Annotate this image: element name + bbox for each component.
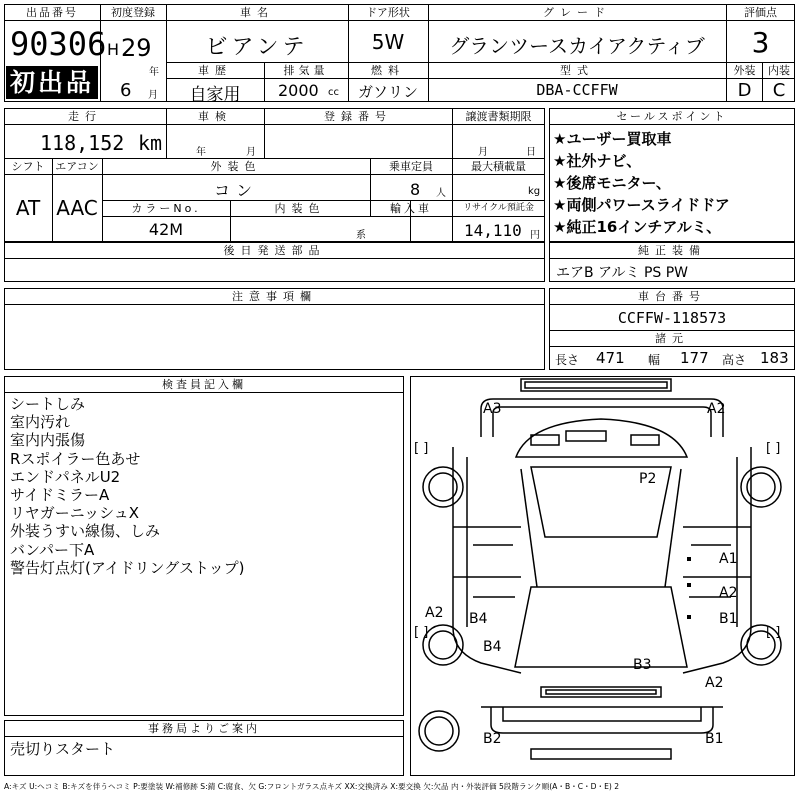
divider (726, 78, 795, 79)
mileage-unit: km (138, 131, 163, 155)
divider (549, 330, 795, 331)
inspector-line: 警告灯点灯(アイドリングストップ) (10, 558, 245, 577)
sales-points-list (553, 128, 793, 238)
registration-month-unit: 月 (148, 90, 158, 101)
car-outline (411, 377, 794, 775)
sales-points-label: セールスポイント (616, 110, 728, 123)
inspector-line: 室内内張傷 (10, 431, 86, 450)
plate-number-label: 登録番号 (324, 110, 392, 123)
import-label: 輸入車 (390, 202, 432, 215)
model-label: 型式 (560, 64, 594, 77)
exterior-score-label: 外装 (733, 64, 756, 77)
damage-diagram (410, 376, 795, 776)
inspector-line: Rスポイラー色あせ (10, 449, 141, 468)
width: 177 (680, 349, 709, 367)
bracket-marker: [ ] (414, 625, 429, 640)
exterior-score: D (737, 80, 752, 101)
divider (166, 62, 726, 63)
office-message: 売切りスタート (10, 740, 116, 758)
capacity-label: 乗車定員 (389, 160, 433, 173)
damage-mark: B1 (705, 731, 724, 747)
damage-mark: P2 (639, 471, 657, 487)
history: 自家用 (189, 85, 241, 105)
inspector-line: サイドミラーA (10, 486, 110, 505)
height: 183 (760, 349, 789, 367)
inspector-line: 室内汚れ (10, 413, 71, 432)
car-name: ビアンテ (205, 35, 309, 60)
divider (4, 174, 545, 175)
width-label: 幅 (648, 353, 661, 367)
inspector-line: シートしみ (10, 395, 86, 413)
transfer-day-unit: 日 (526, 147, 536, 158)
shift-label: シフト (11, 160, 45, 173)
damage-mark: B3 (633, 657, 652, 673)
divider (4, 20, 100, 21)
bracket-marker: [ ] (414, 441, 429, 456)
registration-year-unit: 年 (149, 67, 159, 78)
score-label: 評価点 (744, 6, 777, 19)
divider (549, 258, 795, 259)
divider (4, 258, 545, 259)
registration-era: H (107, 40, 120, 59)
damage-mark: B4 (483, 639, 502, 655)
model: DBA-CCFFW (536, 81, 618, 99)
door-label: ドア形状 (366, 6, 410, 19)
displacement-label: 排気量 (283, 64, 329, 77)
height-label: 高さ (722, 353, 747, 367)
inspection-month-unit: 月 (246, 147, 256, 158)
divider (4, 392, 404, 393)
displacement-unit: cc (328, 87, 339, 98)
inspector-line: 外装うすい線傷、しみ (10, 522, 161, 541)
first-listing-badge (6, 66, 98, 99)
interior-score: C (772, 80, 786, 101)
interior-color-label: 内装色 (274, 202, 326, 215)
equipment: エアB アルミ PS PW (556, 265, 689, 281)
length: 471 (596, 349, 625, 367)
damage-mark: B2 (483, 731, 502, 747)
exterior-color: コン (213, 181, 258, 200)
registration-year: 29 (121, 34, 152, 62)
divider (166, 78, 726, 79)
divider (102, 216, 545, 217)
damage-mark: A2 (425, 605, 444, 621)
max-load-label: 最大積載量 (471, 160, 526, 173)
color-no-label: カラーNo. (131, 202, 201, 215)
length-label: 長さ (555, 353, 580, 367)
inspector-line: リヤガーニッシュX (10, 504, 140, 523)
exterior-color-label: 外装色 (210, 160, 262, 173)
divider (549, 304, 795, 305)
first-listing-badge-text: 初出品 (9, 68, 94, 97)
divider (726, 62, 795, 63)
car-name-label: 車名 (240, 6, 274, 19)
legend: A:キズ U:ヘコミ B:キズを伴うヘコミ P:要塗装 W:補修跡 S:錆 C:腐食、欠 G:フロントガラス点キズ XX:交換済み X:要交換 欠:欠品 内・外装評価 5段階ランク順(A・B・C・D・E) 2 (4, 782, 620, 791)
inspector-label: 検査員記入欄 (162, 378, 246, 391)
sales-point-item: ★ユーザー買取車 (553, 130, 672, 148)
later-parts-label: 後日発送部品 (223, 244, 326, 257)
interior-color-unit: 系 (356, 230, 366, 241)
interior-score-label: 内装 (768, 64, 790, 77)
inspection-label: 車検 (198, 110, 232, 123)
inspection-year-unit: 年 (196, 147, 206, 158)
transfer-month-unit: 月 (478, 147, 488, 158)
damage-mark: A1 (719, 551, 738, 567)
registration-month: 6 (120, 80, 132, 101)
office-label: 事務局よりご案内 (148, 722, 260, 735)
grade: グランツースカイアクティブ (449, 34, 705, 58)
inspector-line: エンドパネルU2 (10, 467, 121, 486)
transfer-deadline-label: 譲渡書類期限 (465, 110, 532, 123)
bracket-marker: [ ] (766, 625, 781, 640)
notes-label: 注意事項欄 (232, 290, 317, 303)
lot-number: 90306 (10, 25, 107, 63)
damage-mark: A2 (719, 585, 738, 601)
fuel-label: 燃料 (371, 64, 405, 77)
door-type: 5W (371, 30, 405, 54)
damage-mark: A2 (705, 675, 724, 691)
recycle-label: リサイクル預託金 (463, 203, 534, 213)
lot-number-label: 出品番号 (26, 6, 78, 19)
aircon: AAC (56, 196, 98, 220)
score: 3 (751, 26, 770, 59)
damage-mark: B4 (469, 611, 488, 627)
color-no: 42M (148, 220, 184, 239)
chassis-label: 車台番号 (638, 290, 706, 303)
damage-mark: B1 (719, 611, 738, 627)
fuel: ガソリン (357, 83, 418, 101)
chassis-number: CCFFW-118573 (617, 309, 727, 327)
recycle-unit: 円 (530, 230, 540, 241)
equipment-label: 純正装備 (638, 244, 706, 257)
mileage: 118,152 (40, 131, 125, 155)
capacity-unit: 人 (436, 188, 446, 199)
divider (549, 124, 795, 125)
dimensions-label: 諸元 (655, 332, 689, 345)
bracket-marker: [ ] (766, 441, 781, 456)
recycle-deposit: 14,110 (464, 221, 522, 240)
damage-mark: A2 (707, 401, 726, 417)
inspector-line: バンパー下A (10, 540, 95, 559)
sales-point-item: ★社外ナビ、 (553, 152, 642, 170)
max-load-unit: kg (528, 186, 541, 197)
displacement: 2000 (278, 81, 319, 100)
mileage-label: 走行 (68, 110, 102, 123)
capacity: 8 (410, 180, 421, 199)
grade-label: グレード (543, 6, 611, 19)
sales-point-item: ★純正16インチアルミ、 (553, 218, 722, 236)
damage-mark: A3 (483, 401, 502, 417)
inspector-notes (10, 395, 400, 577)
shift: AT (15, 196, 41, 220)
divider (4, 124, 545, 125)
divider (4, 304, 545, 305)
registration-label: 初度登録 (111, 6, 155, 19)
history-label: 車歴 (198, 64, 232, 77)
divider (549, 346, 795, 347)
sales-point-item: ★後席モニター、 (553, 174, 671, 192)
divider (4, 736, 404, 737)
aircon-label: エアコン (55, 160, 99, 173)
sales-point-item: ★両側パワースライドドア (553, 196, 730, 214)
divider (4, 158, 545, 159)
divider (100, 20, 795, 21)
